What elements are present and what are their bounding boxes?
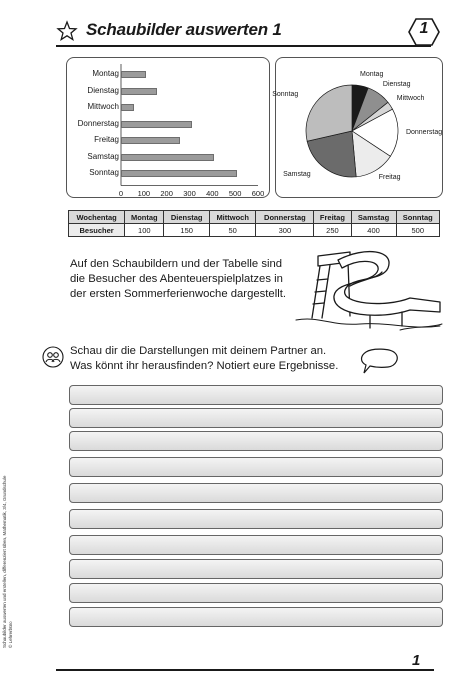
bar-category-label: Montag [92, 69, 119, 78]
task-line-1: Schau dir die Darstellungen mit deinem Partner an. [70, 345, 327, 357]
bar-tick-label: 300 [183, 188, 196, 198]
copyright-line-2: © Lehrerbüro [7, 621, 13, 648]
bar-mark [121, 154, 214, 161]
writing-line[interactable] [69, 583, 443, 603]
bar-category-label: Donnerstag [77, 118, 119, 128]
writing-line[interactable] [69, 559, 443, 579]
pie-chart-panel [272, 57, 443, 198]
bar-mark [121, 71, 146, 78]
bar-tick-label: 400 [206, 188, 219, 198]
pie-slice-label: Dienstag [382, 80, 411, 88]
bar-mark [121, 88, 157, 95]
writing-line[interactable] [69, 385, 443, 405]
bar-category-label: Dienstag [87, 85, 119, 95]
bar-mark [121, 137, 180, 144]
bar-tick-label: 600 [251, 188, 265, 198]
pie-slice-label: Freitag [378, 174, 401, 182]
table-header-cell: Mittwoch [209, 211, 256, 224]
intro-text: Auf den Schaubildern und der Tabelle sind die Besucher des Abenteuerspielplatzes in der ersten Sommerferienwoche dargestellt. [70, 258, 286, 300]
table-header-cell: Freitag [314, 211, 351, 224]
bar-mark [121, 170, 237, 177]
writing-line[interactable] [69, 483, 443, 503]
bar-tick-label: 200 [160, 188, 173, 198]
writing-line[interactable] [69, 607, 443, 627]
slide-illustration [290, 246, 445, 334]
writing-line[interactable] [69, 509, 443, 529]
writing-line[interactable] [69, 535, 443, 555]
table-cell: 50 [209, 224, 256, 237]
table-cell: 250 [314, 224, 351, 237]
footer-line [56, 669, 434, 671]
page-badge-number: 1 [419, 20, 429, 37]
bar-category-label: Sonntag [89, 168, 119, 177]
bar-chart-panel [66, 57, 270, 198]
bar-category-label: Samstag [87, 151, 119, 161]
star-icon [56, 20, 78, 42]
table-header-label: Wochentag [69, 211, 125, 224]
page-title: Schaubilder auswerten 1 [86, 20, 282, 39]
bar-tick-label: 100 [137, 188, 151, 198]
table-header-cell: Dienstag [164, 211, 210, 224]
task-line-2: Was könnt ihr herausfinden? Notiert eure Ergebnisse. [70, 360, 339, 372]
pie-slice-label: Samstag [283, 171, 311, 179]
pie-slice [306, 85, 352, 141]
writing-line[interactable] [69, 431, 443, 451]
table-header-cell: Sonntag [396, 211, 439, 224]
page-number: 1 [412, 652, 421, 669]
title-underline [56, 45, 431, 47]
table-header-cell: Donnerstag [256, 211, 314, 224]
speech-bubble-icon [358, 348, 400, 376]
copyright-line-1: Schaubilder auswerten und erstellen, differenziert üben, Mathematik, 3/4, Grundschule [2, 475, 7, 648]
bar-category-label: Mittwoch [87, 102, 119, 111]
task-instruction [70, 344, 360, 374]
bar-tick-label: 0 [118, 188, 124, 198]
table-row-label: Besucher [69, 224, 125, 237]
partner-work-icon [42, 346, 64, 368]
pie-slice-label: Donnerstag [405, 128, 443, 136]
pie-slice-label: Montag [359, 70, 384, 78]
pie-slice-label: Sonntag [272, 91, 299, 99]
copyright-note [2, 368, 13, 648]
table-row [69, 224, 440, 237]
bar-mark [121, 104, 134, 111]
table-header-cell: Montag [125, 211, 164, 224]
pie-slice-label: Mittwoch [396, 95, 425, 103]
bar-tick-label: 500 [228, 188, 242, 198]
table-cell: 150 [164, 224, 210, 237]
bar-mark [121, 121, 192, 128]
table-cell: 100 [125, 224, 164, 237]
table-cell: 300 [256, 224, 314, 237]
writing-line[interactable] [69, 408, 443, 428]
bar-category-label: Freitag [94, 135, 119, 144]
table-cell: 400 [351, 224, 396, 237]
table-cell: 500 [396, 224, 439, 237]
table-header-row [69, 211, 440, 224]
visitor-table [68, 210, 440, 237]
table-header-cell: Samstag [351, 211, 396, 224]
writing-line[interactable] [69, 457, 443, 477]
